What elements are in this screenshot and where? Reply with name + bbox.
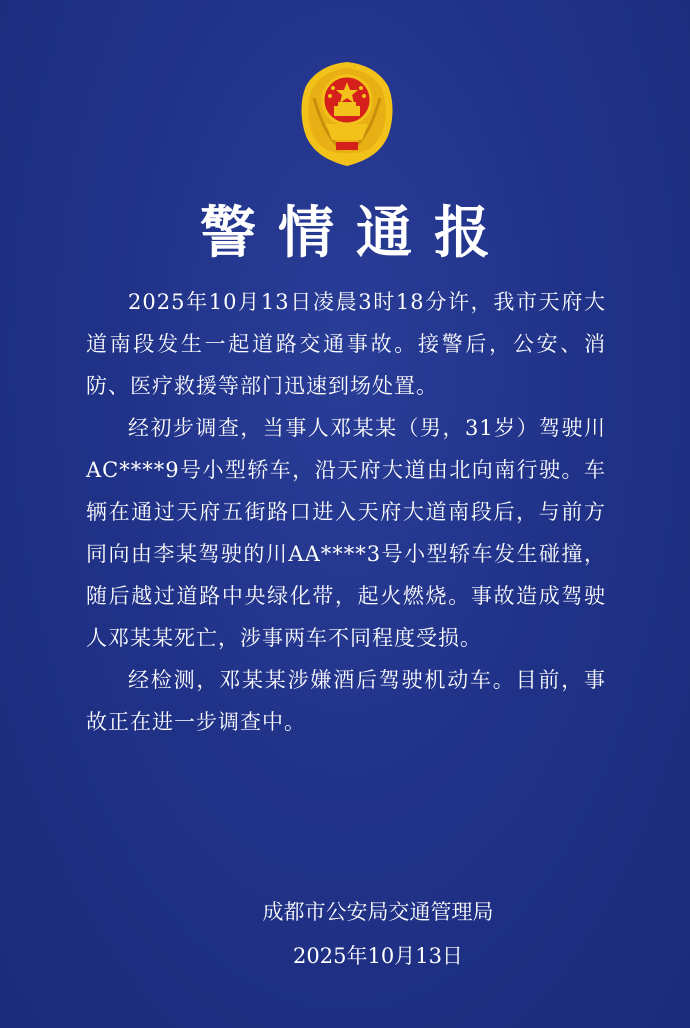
issuer-name: 成都市公安局交通管理局 bbox=[262, 900, 494, 924]
notice-body bbox=[86, 281, 606, 743]
notice-signature bbox=[238, 890, 518, 978]
notice-paragraph: 经检测，邓某某涉嫌酒后驾驶机动车。目前，事故正在进一步调查中。 bbox=[86, 668, 606, 734]
issue-date: 2025年10月13日 bbox=[293, 944, 463, 968]
police-emblem-icon bbox=[296, 58, 398, 170]
notice-paragraph: 2025年10月13日凌晨3时18分许，我市天府大道南段发生一起道路交通事故。接警后，公安、消防、医疗救援等部门迅速到场处置。 bbox=[86, 290, 606, 398]
notice-title: 警情通报 bbox=[200, 201, 512, 266]
notice-paragraph: 经初步调查，当事人邓某某（男，31岁）驾驶川AC****9号小型轿车，沿天府大道由北向南行驶。车辆在通过天府五街路口进入天府大道南段后，与前方同向由李某驾驶的川AA****3号小型轿车发生碰撞，随后越过道路中央绿化带，起火燃烧。事故造成驾驶人邓某某死亡，涉事两车不同程度受损。 bbox=[86, 416, 606, 650]
